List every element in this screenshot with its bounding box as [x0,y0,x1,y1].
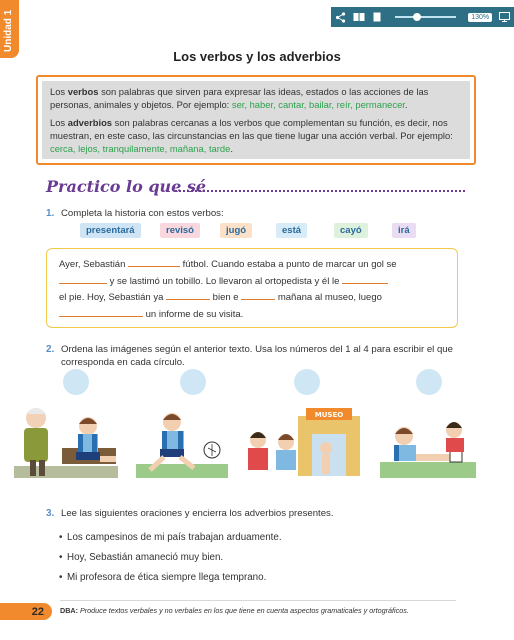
illustration-doctor-exam [12,404,120,480]
text-fragment: . [230,143,233,154]
story-text: fútbol. Cuando estaba a punto de marcar un gol se [180,259,397,270]
adverbs-definition [50,116,462,155]
unit-tab-label: Unidad 1 [3,9,14,52]
verb-chip: presentará [80,223,141,238]
dba-note [60,606,409,615]
illustration-museum-visit [236,404,368,480]
story-text: bien e [210,292,242,303]
term-verbos: verbos [67,86,99,97]
verb-chip: está [276,223,307,238]
concept-box [36,75,476,165]
museum-sign: MUSEO [314,411,344,419]
q2-instruction: Ordena las imágenes según el anterior texto. Usa los números del 1 al 4 para escribir el que corresponda en cada círculo. [61,344,453,368]
illustration-injured-ankle [376,404,480,480]
order-circle-2[interactable] [180,369,206,395]
verb-chip: jugó [220,223,252,238]
adverb-examples: cerca, lejos, tranquilamente, mañana, tarde [50,143,231,154]
dba-label: DBA: [60,606,78,615]
section-title: Practico lo que sé [46,177,207,196]
story-box [46,248,458,328]
text-fragment: Los [50,86,68,97]
sentence-item: • Los campesinos de mi país trabajan arduamente. [67,532,282,543]
story-text: el pie. Hoy, Sebastián ya [59,292,167,303]
q2-number: 2. [46,344,55,355]
story-text: un informe de su visita. [143,308,244,320]
verb-examples: ser, haber, cantar, bailar, reír, permanecer [231,99,405,110]
page-icon[interactable] [371,11,383,23]
q3-instruction: Lee las siguientes oraciones y encierra los adverbios presentes. [61,508,334,519]
verbs-definition [50,85,462,111]
text-fragment: . [404,99,408,110]
bookmarks-icon[interactable] [353,11,365,23]
section-divider [175,190,465,192]
page-title: Los verbos y los adverbios [173,49,341,64]
text-fragment: Los [50,117,68,128]
order-circle-4[interactable] [416,369,442,395]
text-fragment: son palabras que sirven para expresar las ideas, estados o las acciones de las personas, animales y objetos. Por ejemplo: [50,86,429,110]
sentence-item: • Hoy, Sebastián amaneció muy bien. [67,552,223,563]
answer-blank[interactable] [128,258,180,267]
answer-blank[interactable] [241,291,275,300]
share-icon[interactable] [335,11,347,23]
answer-blank[interactable] [59,308,143,317]
order-circle-3[interactable] [294,369,320,395]
term-adverbios: adverbios [67,117,113,128]
order-circle-1[interactable] [63,369,89,395]
story-line-3 [59,290,445,307]
sentence-item: • Mi profesora de ética siempre llega temprano. [67,572,266,583]
answer-blank[interactable] [342,275,388,284]
story-text: mañana al museo, luego [275,292,382,303]
verb-chip: revisó [160,223,200,238]
q1-number: 1. [46,208,55,219]
story-text: Ayer, Sebastián [59,259,129,270]
footer-divider [60,600,456,601]
story-line-2 [59,274,445,291]
illustration-football-fall [132,404,232,480]
verb-chip: irá [392,223,416,238]
story-text: y se lastimó un tobillo. Lo llevaron al ortopedista y él le [107,275,342,287]
answer-blank[interactable] [166,291,210,300]
verb-chip: cayó [334,223,368,238]
dba-text: Produce textos verbales y no verbales en los que tiene en cuenta aspectos gramaticales y ortográficos. [79,606,409,615]
q1-instruction: Completa la historia con estos verbos: [61,208,224,219]
present-icon[interactable] [498,11,510,23]
zoom-level[interactable]: 130% [468,13,492,22]
answer-blank[interactable] [59,275,107,284]
concept-box-inner [42,81,470,159]
story-line-1 [59,257,445,274]
viewer-toolbar [331,7,514,27]
page-number: 22 [0,603,52,620]
q3-number: 3. [46,508,55,519]
zoom-slider-knob[interactable] [413,13,421,21]
zoom-slider[interactable] [395,16,456,18]
text-fragment: son palabras cercanas a los verbos que complementan su función, es decir, nos muestran, en este caso, las circunstancias en las que tiene lugar una acción verbal. Por ejemplo: [50,117,453,141]
story-line-4 [59,307,445,324]
